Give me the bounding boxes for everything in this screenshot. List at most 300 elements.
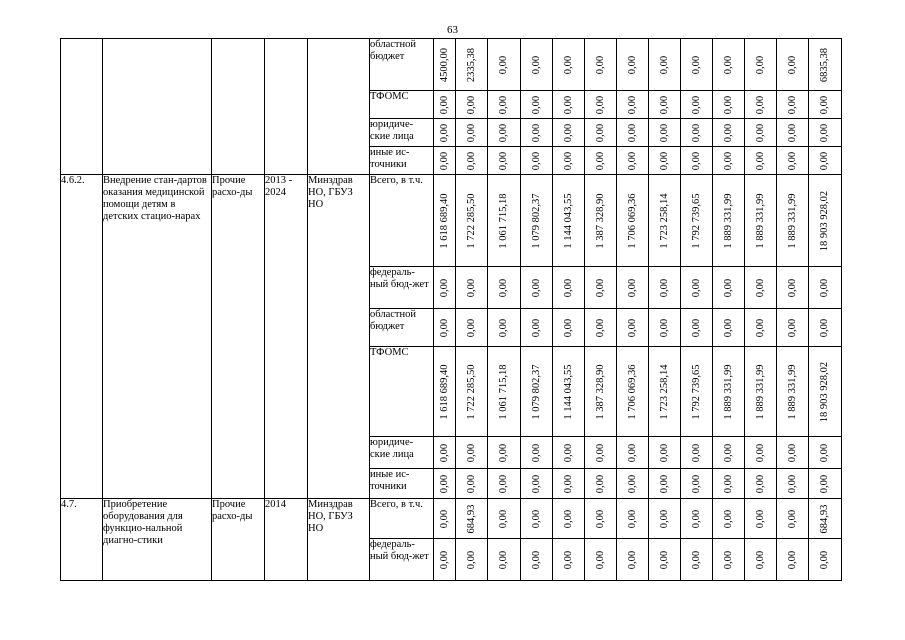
year-value-cell xyxy=(553,469,585,499)
value-text: 0,00 xyxy=(438,123,450,142)
value-text: 0,00 xyxy=(438,550,450,569)
value-text: 684,93 xyxy=(465,504,477,533)
value-text: 0,00 xyxy=(594,55,606,74)
value-text: 0,00 xyxy=(594,474,606,493)
value-text: 0,00 xyxy=(562,318,574,337)
value-text: 6835,38 xyxy=(819,47,830,82)
year-value-cell xyxy=(745,499,777,539)
year-value-cell xyxy=(745,119,777,147)
value-text: 0,00 xyxy=(658,509,670,528)
value-text: 1 889 331,99 xyxy=(722,192,734,249)
year-value-cell xyxy=(745,175,777,267)
year-value-cell xyxy=(456,437,488,469)
value-text: 0,00 xyxy=(690,55,702,74)
funding-source: юридиче-ские лица xyxy=(370,437,434,469)
value-text: 0,00 xyxy=(819,278,830,297)
value-text: 0,00 xyxy=(465,443,477,462)
year-value-cell xyxy=(456,39,488,91)
value-text: 0,00 xyxy=(530,509,542,528)
funding-source: областной бюджет xyxy=(370,39,434,91)
value-text: 0,00 xyxy=(690,278,702,297)
year-value-cell xyxy=(488,267,521,309)
year-value-cell xyxy=(456,175,488,267)
year-value-cell xyxy=(456,499,488,539)
year-value-cell xyxy=(713,147,745,175)
year-value-cell xyxy=(434,175,456,267)
year-value-cell xyxy=(585,175,617,267)
year-value-cell xyxy=(521,147,553,175)
value-text: 0,00 xyxy=(438,151,450,170)
value-text: 0,00 xyxy=(530,55,542,74)
year-value-cell xyxy=(617,147,649,175)
year-value-cell xyxy=(649,91,681,119)
value-text: 0,00 xyxy=(722,318,734,337)
value-text: 0,00 xyxy=(658,278,670,297)
value-text: 1 387 328,90 xyxy=(594,363,606,420)
year-value-cell xyxy=(488,347,521,437)
value-text: 0,00 xyxy=(626,443,638,462)
year-value-cell xyxy=(713,469,745,499)
year-value-cell xyxy=(713,267,745,309)
year-value-cell xyxy=(713,175,745,267)
year-value-cell xyxy=(585,91,617,119)
funding-source: иные ис-точники xyxy=(370,469,434,499)
value-text: 0,00 xyxy=(786,151,798,170)
total-value-cell xyxy=(809,267,842,309)
value-text: 0,00 xyxy=(819,318,830,337)
value-text: 0,00 xyxy=(722,509,734,528)
executor: Минздрав НО, ГБУЗ НО xyxy=(308,499,370,581)
year-value-cell xyxy=(488,119,521,147)
year-value-cell xyxy=(434,539,456,581)
value-text: 1 792 739,65 xyxy=(690,192,702,249)
year-value-cell xyxy=(617,437,649,469)
year-value-cell xyxy=(617,539,649,581)
year-value-cell xyxy=(745,309,777,347)
year-value-cell xyxy=(585,147,617,175)
year-value-cell xyxy=(521,39,553,91)
year-value-cell xyxy=(777,469,809,499)
value-text: 0,00 xyxy=(819,123,830,142)
year-value-cell xyxy=(488,91,521,119)
value-text: 1 722 285,50 xyxy=(465,363,477,420)
year-value-cell xyxy=(713,309,745,347)
value-text: 0,00 xyxy=(658,443,670,462)
value-text: 0,00 xyxy=(722,55,734,74)
expense-type: Прочие расхо-ды xyxy=(212,175,265,499)
value-text: 0,00 xyxy=(465,95,477,114)
value-text: 0,00 xyxy=(626,123,638,142)
table-row xyxy=(61,175,842,267)
value-text: 1 889 331,99 xyxy=(754,363,766,420)
year-value-cell xyxy=(585,437,617,469)
funding-source: областной бюджет xyxy=(370,309,434,347)
funding-source: юридиче-ские лица xyxy=(370,119,434,147)
executor xyxy=(308,39,370,175)
year-value-cell xyxy=(713,39,745,91)
value-text: 0,00 xyxy=(754,55,766,74)
table-row xyxy=(61,39,842,91)
year-value-cell xyxy=(649,539,681,581)
value-text: 1 144 043,55 xyxy=(562,192,574,249)
value-text: 1 889 331,99 xyxy=(786,192,798,249)
year-value-cell xyxy=(649,499,681,539)
table-row xyxy=(61,499,842,539)
value-text: 0,00 xyxy=(498,443,509,462)
value-text: 0,00 xyxy=(786,318,798,337)
value-text: 0,00 xyxy=(754,550,766,569)
funding-source: иные ис-точники xyxy=(370,147,434,175)
total-value-cell xyxy=(809,499,842,539)
value-text: 0,00 xyxy=(754,95,766,114)
value-text: 0,00 xyxy=(658,95,670,114)
value-text: 0,00 xyxy=(722,474,734,493)
value-text: 0,00 xyxy=(562,151,574,170)
year-value-cell xyxy=(553,347,585,437)
year-value-cell xyxy=(681,347,713,437)
value-text: 1 889 331,99 xyxy=(754,192,766,249)
value-text: 0,00 xyxy=(530,151,542,170)
value-text: 0,00 xyxy=(594,151,606,170)
value-text: 0,00 xyxy=(465,123,477,142)
value-text: 0,00 xyxy=(465,278,477,297)
value-text: 0,00 xyxy=(658,55,670,74)
year-value-cell xyxy=(777,147,809,175)
value-text: 0,00 xyxy=(786,474,798,493)
value-text: 1 144 043,55 xyxy=(562,363,574,420)
value-text: 0,00 xyxy=(530,318,542,337)
year-value-cell xyxy=(617,347,649,437)
year-value-cell xyxy=(553,147,585,175)
value-text: 0,00 xyxy=(562,474,574,493)
year-value-cell xyxy=(488,499,521,539)
value-text: 0,00 xyxy=(658,550,670,569)
value-text: 0,00 xyxy=(690,509,702,528)
year-value-cell xyxy=(649,347,681,437)
value-text: 0,00 xyxy=(594,509,606,528)
year-value-cell xyxy=(521,499,553,539)
value-text: 0,00 xyxy=(562,509,574,528)
year-value-cell xyxy=(681,267,713,309)
year-value-cell xyxy=(434,469,456,499)
year-value-cell xyxy=(553,119,585,147)
value-text: 0,00 xyxy=(530,278,542,297)
year-value-cell xyxy=(521,267,553,309)
year-value-cell xyxy=(553,309,585,347)
year-value-cell xyxy=(713,499,745,539)
year-value-cell xyxy=(585,39,617,91)
value-text: 0,00 xyxy=(626,55,638,74)
value-text: 0,00 xyxy=(498,123,509,142)
value-text: 1 079 802,37 xyxy=(530,363,542,420)
value-text: 0,00 xyxy=(530,443,542,462)
year-value-cell xyxy=(745,347,777,437)
value-text: 0,00 xyxy=(594,123,606,142)
value-text: 0,00 xyxy=(498,95,509,114)
value-text: 0,00 xyxy=(626,151,638,170)
value-text: 0,00 xyxy=(690,474,702,493)
value-text: 0,00 xyxy=(498,55,509,74)
year-value-cell xyxy=(617,499,649,539)
year-value-cell xyxy=(777,119,809,147)
year-value-cell xyxy=(681,147,713,175)
year-value-cell xyxy=(713,347,745,437)
year-value-cell xyxy=(456,539,488,581)
funding-source: федераль-ный бюд-жет xyxy=(370,539,434,581)
funding-source: ТФОМС xyxy=(370,347,434,437)
expense-type xyxy=(212,39,265,175)
value-text: 1 706 069,36 xyxy=(626,363,638,420)
value-text: 0,00 xyxy=(562,55,574,74)
year-value-cell xyxy=(713,91,745,119)
year-value-cell xyxy=(553,499,585,539)
year-value-cell xyxy=(585,499,617,539)
year-value-cell xyxy=(521,539,553,581)
value-text: 0,00 xyxy=(819,443,830,462)
value-text: 0,00 xyxy=(498,318,509,337)
value-text: 0,00 xyxy=(626,278,638,297)
year-value-cell xyxy=(777,175,809,267)
total-value-cell xyxy=(809,309,842,347)
value-text: 0,00 xyxy=(754,474,766,493)
value-text: 0,00 xyxy=(690,550,702,569)
year-value-cell xyxy=(585,539,617,581)
year-value-cell xyxy=(521,309,553,347)
value-text: 0,00 xyxy=(498,278,509,297)
value-text: 1 722 285,50 xyxy=(465,192,477,249)
year-value-cell xyxy=(681,499,713,539)
year-value-cell xyxy=(434,499,456,539)
value-text: 0,00 xyxy=(438,474,450,493)
year-value-cell xyxy=(681,539,713,581)
value-text: 0,00 xyxy=(530,123,542,142)
year-value-cell xyxy=(777,267,809,309)
total-value-cell xyxy=(809,539,842,581)
year-value-cell xyxy=(745,539,777,581)
value-text: 0,00 xyxy=(465,151,477,170)
value-text: 1 079 802,37 xyxy=(530,192,542,249)
year-value-cell xyxy=(456,469,488,499)
year-value-cell xyxy=(777,437,809,469)
value-text: 0,00 xyxy=(438,443,450,462)
value-text: 0,00 xyxy=(754,151,766,170)
total-value-cell xyxy=(809,147,842,175)
value-text: 0,00 xyxy=(530,95,542,114)
value-text: 0,00 xyxy=(690,123,702,142)
year-value-cell xyxy=(777,499,809,539)
row-code: 4.6.2. xyxy=(61,175,103,499)
value-text: 0,00 xyxy=(690,95,702,114)
value-text: 0,00 xyxy=(658,123,670,142)
year-value-cell xyxy=(745,39,777,91)
year-value-cell xyxy=(488,539,521,581)
year-value-cell xyxy=(617,119,649,147)
total-value-cell xyxy=(809,437,842,469)
year-value-cell xyxy=(434,309,456,347)
value-text: 0,00 xyxy=(498,550,509,569)
year-value-cell xyxy=(553,267,585,309)
measure-name: Внедрение стан-дартов оказания медицинской помощи детям в детских стацио-нарах xyxy=(103,175,212,499)
year-value-cell xyxy=(434,119,456,147)
year-value-cell xyxy=(649,267,681,309)
value-text: 0,00 xyxy=(722,95,734,114)
value-text: 1 723 258,14 xyxy=(658,192,670,249)
row-code xyxy=(61,39,103,175)
value-text: 1 889 331,99 xyxy=(786,363,798,420)
value-text: 18 903 928,02 xyxy=(819,190,830,251)
year-value-cell xyxy=(777,539,809,581)
year-value-cell xyxy=(745,469,777,499)
value-text: 0,00 xyxy=(498,509,509,528)
value-text: 1 792 739,65 xyxy=(690,363,702,420)
funding-source: федераль-ный бюд-жет xyxy=(370,267,434,309)
value-text: 2335,38 xyxy=(465,47,477,82)
year-value-cell xyxy=(488,147,521,175)
value-text: 0,00 xyxy=(722,550,734,569)
value-text: 0,00 xyxy=(786,509,798,528)
year-value-cell xyxy=(681,175,713,267)
value-text: 0,00 xyxy=(438,318,450,337)
page-number: 63 xyxy=(447,24,458,36)
year-value-cell xyxy=(553,175,585,267)
value-text: 0,00 xyxy=(498,474,509,493)
value-text: 0,00 xyxy=(658,318,670,337)
value-text: 1 889 331,99 xyxy=(722,363,734,420)
value-text: 0,00 xyxy=(722,123,734,142)
value-text: 0,00 xyxy=(722,443,734,462)
year-value-cell xyxy=(649,39,681,91)
executor: Минздрав НО, ГБУЗ НО xyxy=(308,175,370,499)
value-text: 0,00 xyxy=(786,123,798,142)
value-text: 4500,00 xyxy=(438,47,450,82)
value-text: 0,00 xyxy=(690,318,702,337)
year-value-cell xyxy=(777,347,809,437)
total-value-cell xyxy=(809,119,842,147)
year-value-cell xyxy=(777,39,809,91)
value-text: 0,00 xyxy=(530,474,542,493)
value-text: 1 618 689,40 xyxy=(438,192,450,249)
value-text: 0,00 xyxy=(626,474,638,493)
year-value-cell xyxy=(617,91,649,119)
total-value-cell xyxy=(809,39,842,91)
year-value-cell xyxy=(456,267,488,309)
value-text: 0,00 xyxy=(786,95,798,114)
year-value-cell xyxy=(434,267,456,309)
implementation-period: 2014 xyxy=(265,499,308,581)
value-text: 0,00 xyxy=(562,550,574,569)
year-value-cell xyxy=(456,309,488,347)
year-value-cell xyxy=(488,437,521,469)
year-value-cell xyxy=(553,539,585,581)
year-value-cell xyxy=(649,437,681,469)
value-text: 0,00 xyxy=(530,550,542,569)
year-value-cell xyxy=(434,437,456,469)
value-text: 0,00 xyxy=(754,509,766,528)
year-value-cell xyxy=(617,39,649,91)
year-value-cell xyxy=(521,119,553,147)
value-text: 0,00 xyxy=(594,95,606,114)
year-value-cell xyxy=(649,469,681,499)
year-value-cell xyxy=(585,309,617,347)
year-value-cell xyxy=(713,539,745,581)
year-value-cell xyxy=(617,309,649,347)
value-text: 684,93 xyxy=(819,504,830,533)
value-text: 0,00 xyxy=(438,278,450,297)
year-value-cell xyxy=(456,347,488,437)
value-text: 0,00 xyxy=(594,278,606,297)
year-value-cell xyxy=(617,267,649,309)
value-text: 0,00 xyxy=(465,550,477,569)
year-value-cell xyxy=(745,437,777,469)
value-text: 1 061 715,18 xyxy=(498,192,509,249)
year-value-cell xyxy=(521,469,553,499)
total-value-cell xyxy=(809,91,842,119)
value-text: 0,00 xyxy=(786,550,798,569)
implementation-period xyxy=(265,39,308,175)
value-text: 0,00 xyxy=(465,474,477,493)
value-text: 0,00 xyxy=(438,509,450,528)
value-text: 0,00 xyxy=(465,318,477,337)
year-value-cell xyxy=(649,147,681,175)
value-text: 0,00 xyxy=(786,278,798,297)
year-value-cell xyxy=(521,91,553,119)
year-value-cell xyxy=(585,347,617,437)
year-value-cell xyxy=(488,39,521,91)
budget-table xyxy=(60,38,842,581)
value-text: 0,00 xyxy=(819,550,830,569)
funding-source: ТФОМС xyxy=(370,91,434,119)
value-text: 0,00 xyxy=(819,474,830,493)
value-text: 0,00 xyxy=(690,151,702,170)
year-value-cell xyxy=(553,437,585,469)
funding-source: Всего, в т.ч. xyxy=(370,499,434,539)
year-value-cell xyxy=(681,91,713,119)
year-value-cell xyxy=(553,39,585,91)
value-text: 0,00 xyxy=(626,318,638,337)
value-text: 0,00 xyxy=(594,550,606,569)
year-value-cell xyxy=(745,91,777,119)
value-text: 0,00 xyxy=(498,151,509,170)
year-value-cell xyxy=(521,437,553,469)
value-text: 0,00 xyxy=(594,318,606,337)
value-text: 1 387 328,90 xyxy=(594,192,606,249)
year-value-cell xyxy=(456,91,488,119)
year-value-cell xyxy=(488,469,521,499)
year-value-cell xyxy=(649,119,681,147)
year-value-cell xyxy=(777,309,809,347)
implementation-period: 2013 - 2024 xyxy=(265,175,308,499)
value-text: 0,00 xyxy=(722,278,734,297)
year-value-cell xyxy=(649,309,681,347)
value-text: 0,00 xyxy=(562,278,574,297)
year-value-cell xyxy=(745,267,777,309)
budget-table-body xyxy=(61,39,842,581)
value-text: 0,00 xyxy=(438,95,450,114)
year-value-cell xyxy=(434,91,456,119)
year-value-cell xyxy=(521,175,553,267)
year-value-cell xyxy=(713,119,745,147)
year-value-cell xyxy=(681,119,713,147)
value-text: 0,00 xyxy=(786,443,798,462)
year-value-cell xyxy=(617,469,649,499)
year-value-cell xyxy=(713,437,745,469)
year-value-cell xyxy=(521,347,553,437)
total-value-cell xyxy=(809,175,842,267)
year-value-cell xyxy=(745,147,777,175)
year-value-cell xyxy=(434,147,456,175)
total-value-cell xyxy=(809,347,842,437)
measure-name: Приобретение оборудования для функцио-нальной диагно-стики xyxy=(103,499,212,581)
